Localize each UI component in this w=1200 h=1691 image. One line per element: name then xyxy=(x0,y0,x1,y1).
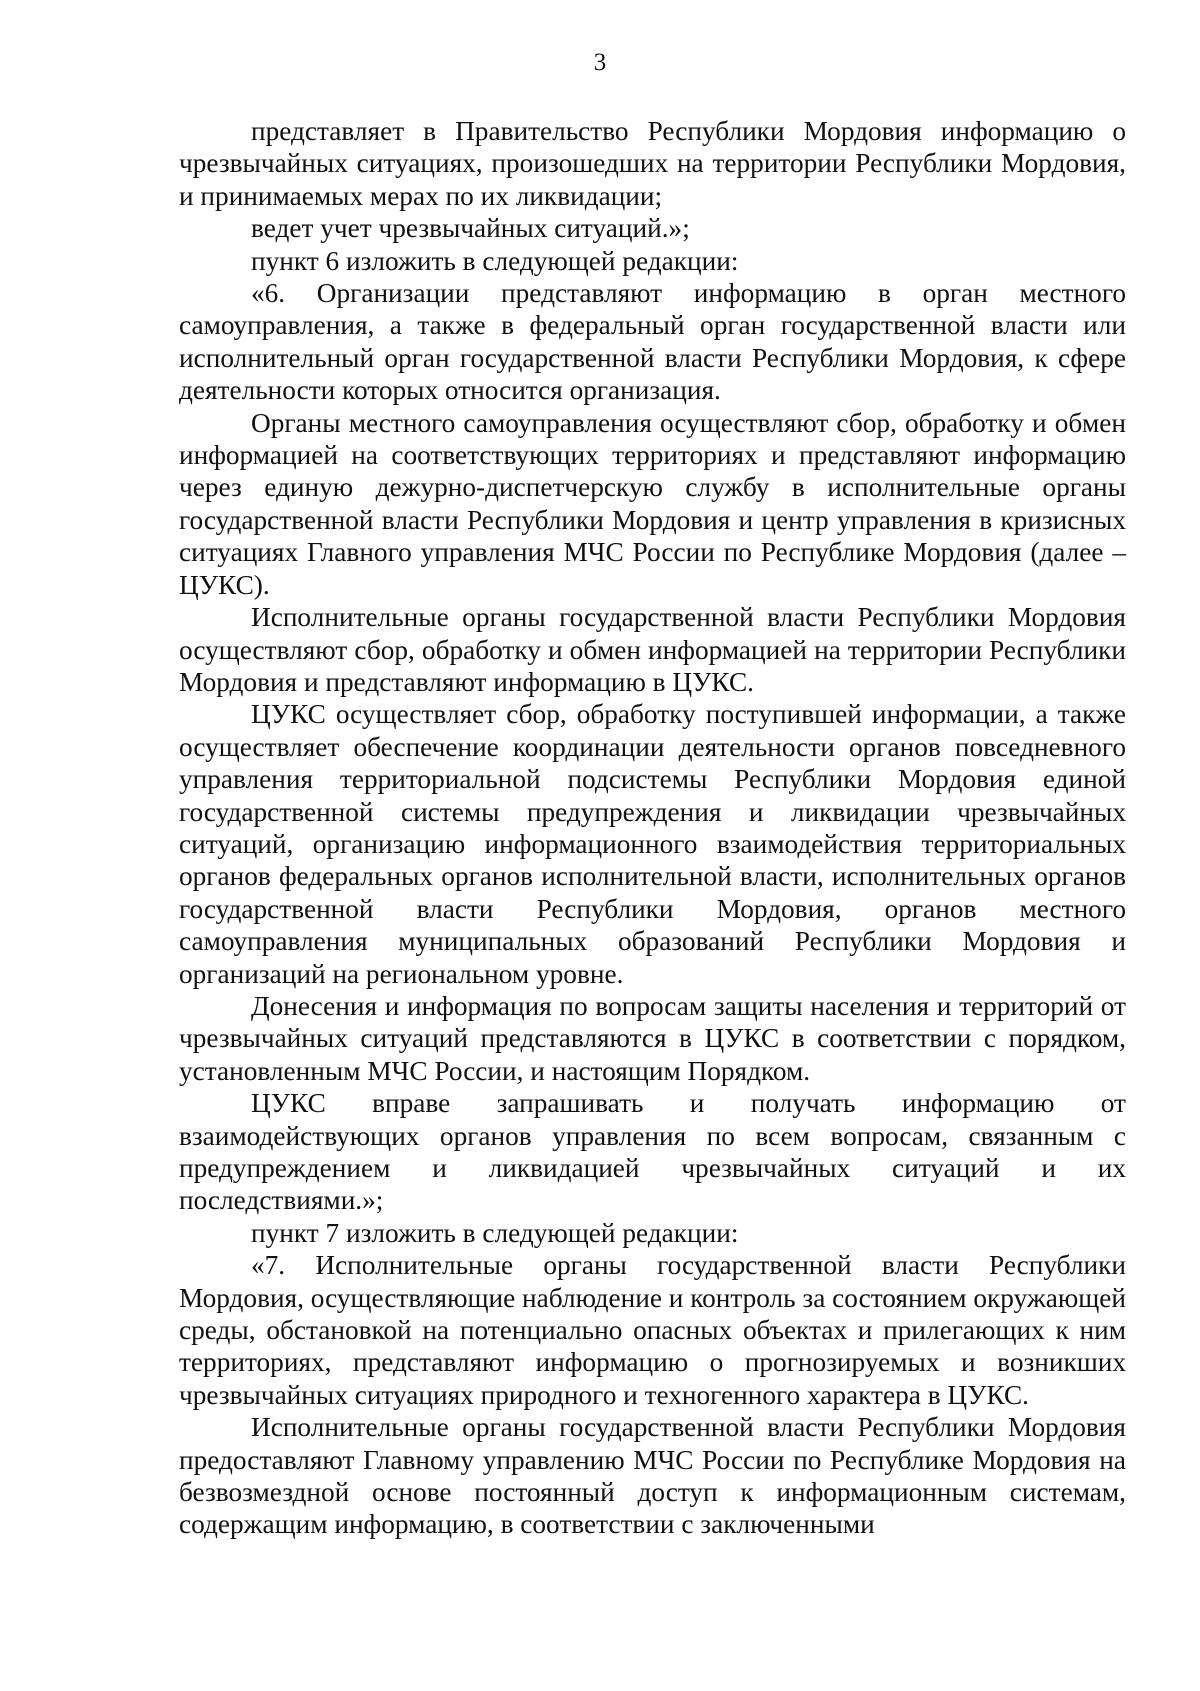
paragraph: Донесения и информация по вопросам защиты населения и территорий от чрезвычайных ситуаций представляются в ЦУКС в соответствии с порядком, установленным МЧС России, и настоящим Порядком. xyxy=(179,990,1126,1086)
paragraph: пункт 7 изложить в следующей редакции: xyxy=(251,1217,739,1248)
paragraph: Исполнительные органы государственной власти Республики Мордовия осуществляют сбор, обработку и обмен информацией на территории Республики Мордовия и представляют информацию в ЦУКС. xyxy=(179,602,1126,697)
paragraph: ведет учет чрезвычайных ситуаций.»; xyxy=(251,213,690,244)
paragraph: пункт 6 изложить в следующей редакции: xyxy=(251,245,739,276)
paragraph: «7. Исполнительные органы государственной власти Республики Мордовия, осуществляющие наблюдение и контроль за состоянием окружающей среды, обстановкой на потенциально опасных объектах и прилегающих к ним территориях, представляют информацию о прогнозируемых и возникших чрезвычайных ситуациях природного и техногенного характера в ЦУКС. xyxy=(179,1250,1126,1410)
paragraph-last: Исполнительные органы государственной власти Республики Мордовия предоставляют Главному управлению МЧС России по Республике Мордовия на безвозмездной основе постоянный доступ к информационным системам, содержащим информацию, в соответствии с заключенными xyxy=(179,1412,1126,1540)
paragraph: ЦУКС осуществляет сбор, обработку поступившей информации, а также осуществляет обеспечение координации деятельности органов повседневного управления территориальной подсистемы Республики Мордовия единой государственной системы предупреждения и ликвидации чрезвычайных ситуаций, организацию информационного взаимодействия территориальных органов федеральных органов исполнительной власти, исполнительных органов государственной власти Республики Мордовия, органов местного самоуправления муниципальных образований Республики Мордовия и организаций на региональном уровне. xyxy=(179,699,1126,989)
paragraph: Органы местного самоуправления осуществляют сбор, обработку и обмен информацией на соответствующих территориях и представляют информацию через единую дежурно-диспетчерскую службу в исполнительные органы государственной власти Республики Мордовия и центр управления в кризисных ситуациях Главного управления МЧС России по Республике Мордовия (далее – ЦУКС). xyxy=(179,407,1126,600)
document-body xyxy=(179,115,1126,1541)
paragraph: ЦУКС вправе запрашивать и получать информацию от взаимодействующих органов управления по всем вопросам, связанным с предупреждением и ликвидацией чрезвычайных ситуаций и их последствиями.»; xyxy=(179,1088,1126,1216)
page-number: 3 xyxy=(593,49,607,76)
paragraph: «6. Организации представляют информацию в орган местного самоуправления, а также в федеральный орган государственной власти или исполнительный орган государственной власти Республики Мордовия, к сфере деятельности которых относится организация. xyxy=(179,278,1126,406)
paragraph: представляет в Правительство Республики Мордовия информацию о чрезвычайных ситуациях, произошедших на территории Республики Мордовия, и принимаемых мерах по их ликвидации; xyxy=(179,116,1126,211)
